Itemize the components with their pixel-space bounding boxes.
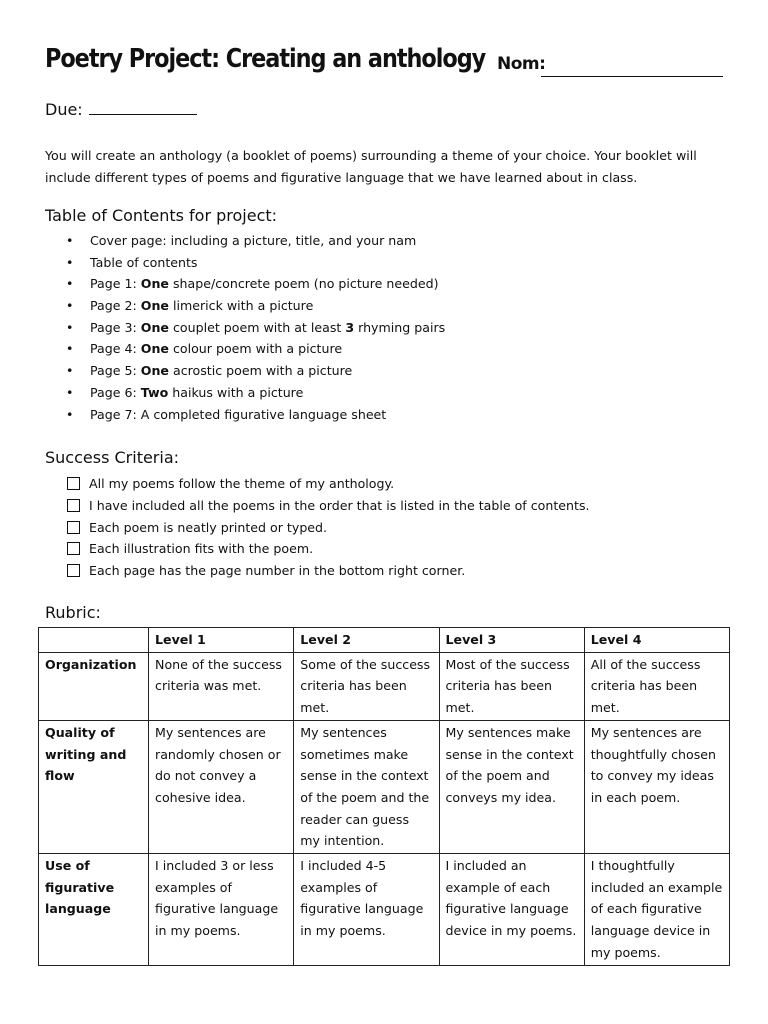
criteria-text: All my poems follow the theme of my anthology. <box>89 476 395 492</box>
due-label: Due: <box>45 100 83 119</box>
intro-paragraph: You will create an anthology (a booklet of poems) surrounding a theme of your choice. Your booklet will include different types of poems and figurative language that we have learned about in class. <box>45 148 697 185</box>
toc-item-bold2: 3 <box>345 319 355 335</box>
nom-label: Nom: <box>497 54 546 74</box>
criteria-item <box>67 560 590 582</box>
rubric-cell: None of the success criteria was met. <box>149 652 294 720</box>
nom-blank-line <box>541 76 723 77</box>
toc-list <box>66 230 445 425</box>
toc-item <box>66 360 445 382</box>
toc-item-bold: One <box>140 363 169 379</box>
rubric-header-row <box>39 628 730 653</box>
toc-item-suffix: haikus with a picture <box>168 384 304 400</box>
criteria-checkbox[interactable] <box>67 564 80 577</box>
toc-item <box>66 230 445 252</box>
title-row <box>45 44 725 84</box>
criteria-item <box>67 473 590 495</box>
rubric-cell: I included an example of each figurative language device in my poems. <box>439 854 584 966</box>
toc-item-bold: One <box>140 319 169 335</box>
toc-item-suffix: couplet poem with at least <box>168 319 346 335</box>
toc-item-bold: One <box>140 341 169 357</box>
criteria-text: Each page has the page number in the bottom right corner. <box>89 563 466 579</box>
toc-item-prefix: Page 5: <box>90 363 141 379</box>
toc-item <box>66 273 445 295</box>
toc-item-suffix: colour poem with a picture <box>168 341 343 357</box>
rubric-row-label: Organization <box>39 652 149 720</box>
bullet-icon: • <box>66 233 74 248</box>
toc-item-prefix: Page 4: <box>90 341 141 357</box>
due-row <box>45 100 197 119</box>
page-title: Poetry Project: Creating an anthology <box>45 44 486 74</box>
bullet-icon: • <box>66 406 74 422</box>
toc-item-prefix: Cover page: including a picture, title, and your nam <box>90 233 417 248</box>
rubric-row <box>39 652 730 720</box>
success-criteria-heading: Success Criteria: <box>45 448 180 467</box>
toc-item <box>66 252 445 274</box>
toc-item-suffix: acrostic poem with a picture <box>168 363 353 379</box>
toc-item <box>66 317 445 339</box>
rubric-row-label: Quality of writing and flow <box>39 720 149 853</box>
toc-item <box>66 404 445 426</box>
criteria-item <box>67 516 590 538</box>
rubric-column-header <box>39 628 149 653</box>
rubric-cell: My sentences make sense in the context of the poem and conveys my idea. <box>439 720 584 853</box>
bullet-icon: • <box>66 384 74 400</box>
rubric-row <box>39 720 730 853</box>
bullet-icon: • <box>66 298 74 314</box>
bullet-icon: • <box>66 319 74 335</box>
rubric-row-label: Use of figurative language <box>39 854 149 966</box>
rubric-table <box>38 627 730 966</box>
criteria-checkbox[interactable] <box>67 542 80 555</box>
rubric-column-header: Level 1 <box>149 628 294 653</box>
toc-item-prefix: Page 6: <box>90 384 141 400</box>
rubric-heading: Rubric: <box>45 603 101 622</box>
toc-item-suffix2: rhyming pairs <box>354 319 446 335</box>
toc-item-bold: Two <box>140 384 169 400</box>
criteria-item <box>67 495 590 517</box>
rubric-cell: My sentences are thoughtfully chosen to convey my ideas in each poem. <box>584 720 729 853</box>
rubric-cell: My sentences sometimes make sense in the context of the poem and the reader can guess my intention. <box>294 720 439 853</box>
due-blank-line <box>89 100 197 115</box>
bullet-icon: • <box>66 341 74 357</box>
rubric-column-header: Level 4 <box>584 628 729 653</box>
toc-item <box>66 382 445 404</box>
criteria-item <box>67 538 590 560</box>
toc-heading: Table of Contents for project: <box>45 206 278 225</box>
bullet-icon: • <box>66 276 74 292</box>
rubric-cell: I thoughtfully included an example of each figurative language device in my poems. <box>584 854 729 966</box>
rubric-body <box>39 652 730 965</box>
toc-item-suffix: limerick with a picture <box>168 298 314 314</box>
toc-item <box>66 295 445 317</box>
rubric-cell: My sentences are randomly chosen or do not convey a cohesive idea. <box>149 720 294 853</box>
toc-item-prefix: Table of contents <box>90 254 198 270</box>
bullet-icon: • <box>66 363 74 379</box>
toc-item-prefix: Page 1: <box>90 276 141 292</box>
rubric-cell: I included 4-5 examples of figurative language in my poems. <box>294 854 439 966</box>
toc-item-prefix: Page 7: A completed figurative language sheet <box>90 406 387 422</box>
toc-item <box>66 338 445 360</box>
criteria-text: I have included all the poems in the order that is listed in the table of contents. <box>89 498 590 514</box>
criteria-checkbox[interactable] <box>67 521 80 534</box>
criteria-checkbox[interactable] <box>67 499 80 512</box>
toc-item-bold: One <box>140 298 169 314</box>
rubric-column-header: Level 2 <box>294 628 439 653</box>
bullet-icon: • <box>66 254 74 270</box>
criteria-text: Each poem is neatly printed or typed. <box>89 519 328 535</box>
rubric-row <box>39 854 730 966</box>
rubric-cell: Some of the success criteria has been met. <box>294 652 439 720</box>
criteria-text: Each illustration fits with the poem. <box>89 541 314 557</box>
rubric-column-header: Level 3 <box>439 628 584 653</box>
criteria-checkbox[interactable] <box>67 477 80 490</box>
toc-item-prefix: Page 2: <box>90 298 141 314</box>
rubric-cell: Most of the success criteria has been met. <box>439 652 584 720</box>
toc-item-prefix: Page 3: <box>90 319 141 335</box>
rubric-cell: All of the success criteria has been met. <box>584 652 729 720</box>
toc-item-suffix: shape/concrete poem (no picture needed) <box>168 276 439 292</box>
toc-item-bold: One <box>140 276 169 292</box>
success-criteria-list <box>67 473 590 581</box>
rubric-cell: I included 3 or less examples of figurative language in my poems. <box>149 854 294 966</box>
